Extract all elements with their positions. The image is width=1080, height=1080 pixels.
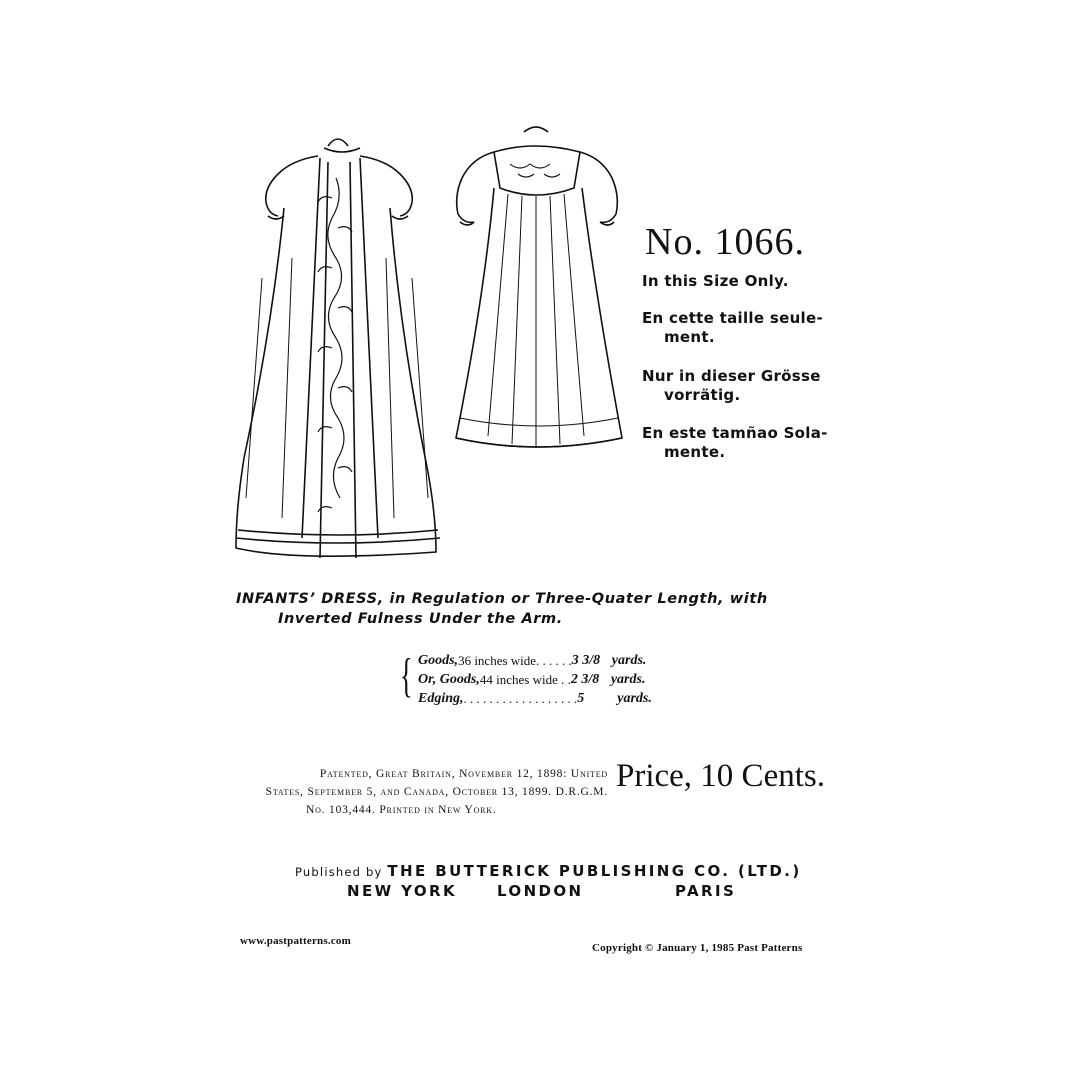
requirement-row: [418, 689, 652, 708]
requirement-item: Goods,: [418, 653, 459, 668]
requirement-item: Edging,: [418, 691, 464, 706]
size-note-line: In this Size Only.: [642, 272, 789, 290]
patent-line-1: Patented, Great Britain, November 12, 1898: United: [319, 768, 608, 780]
copyright-text: Copyright © January 1, 1985 Past Patterns: [592, 942, 803, 954]
size-note-spanish: [642, 424, 828, 462]
requirement-detail: 36 inches wide. . . . . .: [458, 653, 572, 668]
size-note-line-continued: vorrätig.: [664, 386, 741, 404]
size-note-line: En cette taille seule-: [642, 309, 823, 327]
size-note-line: Nur in dieser Grösse: [642, 367, 821, 385]
publisher-city: NEW YORK: [347, 882, 458, 900]
requirement-unit: yards.: [611, 653, 647, 668]
publisher-city: PARIS: [675, 882, 737, 900]
publisher-prefix: Published by: [295, 865, 388, 879]
description-line-2: Inverted Fulness Under the Arm.: [278, 611, 563, 627]
short-gown-illustration: [448, 118, 628, 480]
pattern-number: No. 1066.: [645, 221, 805, 263]
long-gown-illustration: [232, 118, 442, 570]
requirement-row: [418, 651, 652, 670]
publisher-city: LONDON: [497, 882, 584, 900]
size-note-french: [642, 309, 823, 347]
brace-icon: {: [400, 649, 413, 702]
requirement-detail: . . . . . . . . . . . . . . . . . .: [463, 691, 578, 706]
requirement-detail: 44 inches wide . .: [479, 672, 571, 687]
description-line-1: INFANTS’ DRESS, in Regulation or Three-Quater Length, with: [236, 591, 768, 607]
requirement-qty: 3 3/8: [571, 653, 601, 668]
price: Price, 10 Cents.: [616, 758, 825, 794]
requirement-row: [418, 670, 652, 689]
requirement-unit: yards.: [610, 672, 646, 687]
requirement-unit: yards.: [617, 691, 652, 706]
size-note-line-continued: mente.: [664, 443, 726, 461]
requirement-qty: 2 3/8: [570, 672, 600, 687]
publisher-block: [295, 862, 805, 901]
requirement-qty: 5: [577, 691, 585, 706]
material-requirements: [418, 651, 652, 708]
size-note-line-continued: ment.: [664, 328, 715, 346]
requirement-item: Or, Goods,: [418, 672, 480, 687]
publisher-name: THE BUTTERICK PUBLISHING CO. (LTD.): [387, 862, 802, 880]
size-note-english: [642, 272, 789, 291]
size-note-line: En este tamñao Sola-: [642, 424, 828, 442]
patent-line-2: States, September 5, and Canada, October 13, 1899. D.R.G.M.: [265, 786, 608, 798]
patent-notice: [238, 765, 608, 819]
garment-description: [236, 589, 856, 629]
website-text: www.pastpatterns.com: [240, 935, 351, 947]
size-note-german: [642, 367, 821, 405]
patent-line-3: No. 103,444. Printed in New York.: [306, 804, 497, 816]
